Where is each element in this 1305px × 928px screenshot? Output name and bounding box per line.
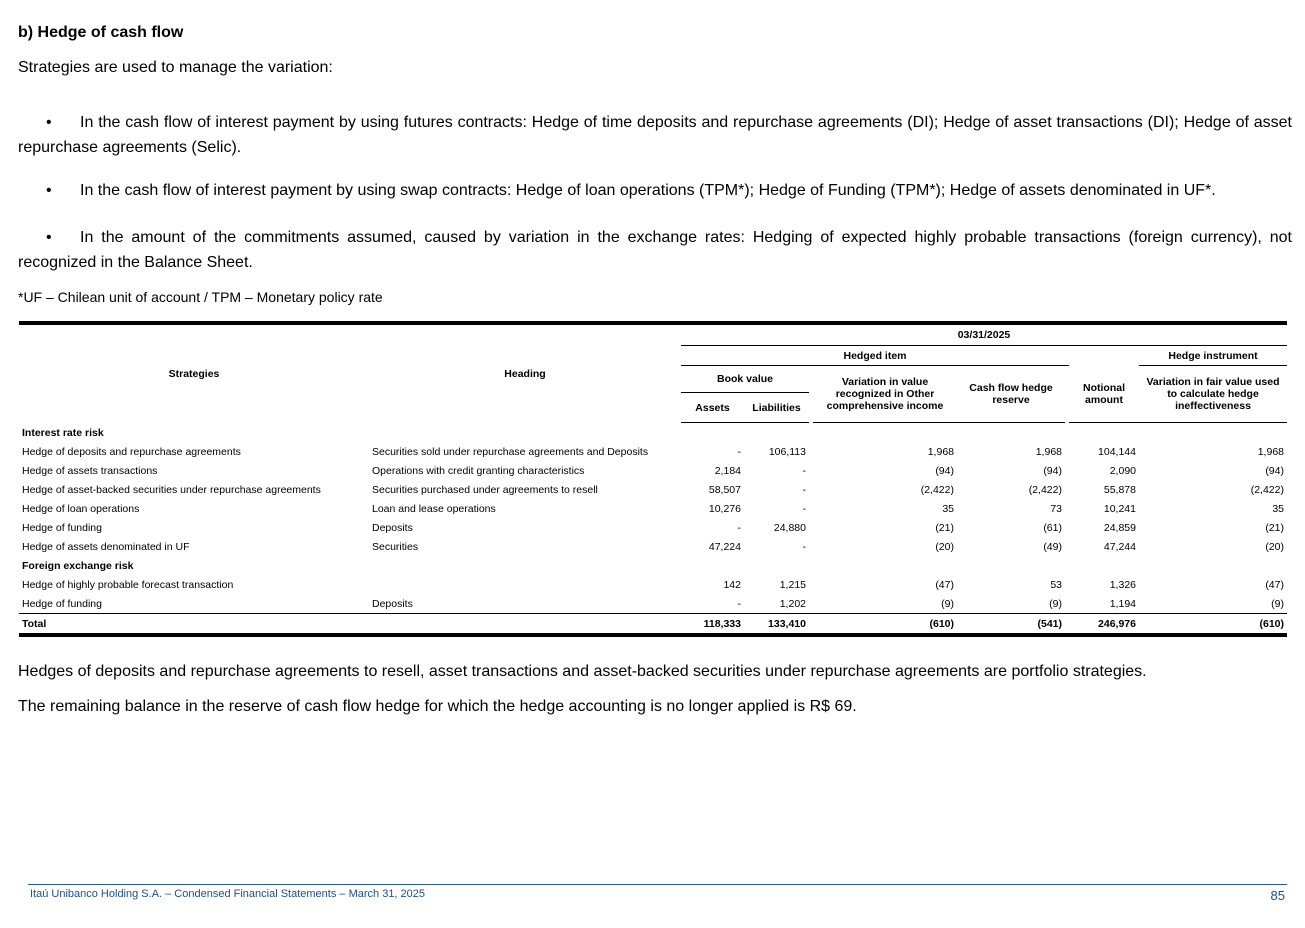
cell-notional: 2,090 [1109,464,1136,477]
total-assets: 118,333 [681,614,744,636]
col-notional: Notional amount [1069,366,1139,423]
cell-fair: (9) [1271,597,1284,610]
cell-reserve: (61) [1043,521,1062,534]
cell-liabilities: 1,215 [779,578,806,591]
cell-notional: 24,859 [1103,521,1136,534]
category-row [19,423,1287,443]
cell-notional: 55,878 [1103,483,1136,496]
cell-notional: 47,244 [1103,540,1136,553]
bullet-list [18,110,1292,275]
cell-notional: 1,194 [1109,597,1136,610]
category-foreign-exchange-risk: Foreign exchange risk [22,559,134,572]
col-liabilities: Liabilities [744,393,809,423]
table-date: 03/31/2025 [681,323,1287,346]
col-variation-fair-value: Variation in fair value used to calculate hedge ineffectiveness [1139,366,1287,423]
col-cash-flow-reserve: Cash flow hedge reserve [957,366,1065,423]
cell-liabilities: - [802,464,806,477]
portfolio-note: Hedges of deposits and repurchase agreements to resell, asset transactions and asset-backed securities under repurchase agreements are portfolio strategies. [18,663,1147,680]
cell-strategy: Hedge of highly probable forecast transaction [22,578,234,591]
cell-oci: 1,968 [927,445,954,458]
bullet-icon: • [46,182,52,199]
cell-liabilities: - [802,502,806,515]
cell-reserve: 73 [1050,502,1062,515]
col-heading: Heading [504,367,546,380]
cell-notional: 10,241 [1103,502,1136,515]
cell-liabilities: 1,202 [779,597,806,610]
table-row [19,461,1287,480]
table-row [19,594,1287,614]
page-number: 85 [1270,888,1285,903]
cell-notional: 1,326 [1109,578,1136,591]
cell-liabilities: - [802,483,806,496]
total-label: Total [19,614,369,636]
bullet-icon: • [46,229,52,246]
footer-divider [28,884,1287,885]
cell-strategy: Hedge of deposits and repurchase agreements [22,445,241,458]
cell-fair: 35 [1272,502,1284,515]
cell-strategy: Hedge of assets denominated in UF [22,540,190,553]
table-row [19,499,1287,518]
cell-oci: (47) [935,578,954,591]
cell-strategy: Hedge of funding [22,597,102,610]
cell-assets: - [737,445,741,458]
bullet-item [18,178,1292,203]
cell-reserve: 1,968 [1035,445,1062,458]
cell-heading: Securities sold under repurchase agreements and Deposits [372,445,649,458]
total-notional: 246,976 [1069,614,1139,636]
cell-fair: (47) [1265,578,1284,591]
cell-fair: (2,422) [1250,483,1284,496]
cell-liabilities: 24,880 [773,521,806,534]
cell-fair: 1,968 [1257,445,1284,458]
cell-reserve: (9) [1049,597,1062,610]
cell-oci: 35 [942,502,954,515]
col-variation-oci: Variation in value recognized in Other comprehensive income [813,366,957,423]
cell-fair: (21) [1265,521,1284,534]
cell-heading [369,575,681,594]
table-body [19,423,1287,636]
table-row [19,537,1287,556]
cell-heading: Operations with credit granting characteristics [372,464,585,477]
cell-notional: 104,144 [1098,445,1136,458]
section-title: b) Hedge of cash flow [18,24,184,41]
bullet-icon: • [46,114,52,131]
category-row [19,556,1287,575]
cell-reserve: (2,422) [1028,483,1062,496]
cell-oci: (21) [935,521,954,534]
bullet-item [18,110,1292,160]
cell-oci: (2,422) [920,483,954,496]
total-liabilities: 133,410 [744,614,809,636]
bullet-text: In the cash flow of interest payment by using swap contracts: Hedge of loan operations (TPM*); Hedge of Funding (TPM*); Hedge of assets denominated in UF*. [80,182,1216,199]
cell-fair: (94) [1265,464,1284,477]
group-hedged-item: Hedged item [681,346,1069,366]
table-row [19,442,1287,461]
cell-assets: 58,507 [708,483,741,496]
cell-strategy: Hedge of assets transactions [22,464,158,477]
total-oci: (610) [813,614,957,636]
cell-liabilities: 106,113 [768,445,806,458]
cell-assets: 47,224 [708,540,741,553]
bullet-text: In the cash flow of interest payment by using futures contracts: Hedge of time deposits and repurchase agreements (DI); Hedge of asset transactions (DI); Hedge of asset repurchase agreements (Selic). [18,114,1292,156]
col-assets: Assets [681,393,744,423]
cell-assets: 142 [723,578,741,591]
col-strategies: Strategies [168,367,220,380]
cell-assets: 10,276 [708,502,741,515]
cell-heading: Securities purchased under agreements to resell [372,483,598,496]
cell-oci: (20) [935,540,954,553]
hedge-table [19,321,1287,637]
col-book-value: Book value [681,366,809,393]
cell-reserve: 53 [1050,578,1062,591]
intro-text: Strategies are used to manage the variation: [18,59,333,76]
category-interest-rate-risk: Interest rate risk [22,426,104,439]
bullet-text: In the amount of the commitments assumed, caused by variation in the exchange rates: Hedging of expected highly probable transactions (foreign currency), not recognized in the Balance Sheet. [18,229,1292,271]
total-row [19,614,1287,636]
cell-strategy: Hedge of loan operations [22,502,140,515]
group-hedge-instrument: Hedge instrument [1139,346,1287,366]
cell-fair: (20) [1265,540,1284,553]
cell-strategy: Hedge of funding [22,521,102,534]
cell-liabilities: - [802,540,806,553]
cell-heading: Securities [372,540,419,553]
cell-assets: - [737,597,741,610]
table-row [19,480,1287,499]
table-row [19,575,1287,594]
cell-assets: 2,184 [714,464,741,477]
total-reserve: (541) [957,614,1065,636]
cell-strategy: Hedge of asset-backed securities under repurchase agreements [22,483,321,496]
cell-heading: Deposits [372,597,413,610]
bullet-item [18,225,1292,275]
footer-title: Itaú Unibanco Holding S.A. – Condensed Financial Statements – March 31, 2025 [30,888,426,900]
footnote: *UF – Chilean unit of account / TPM – Monetary policy rate [18,289,383,305]
reserve-note: The remaining balance in the reserve of cash flow hedge for which the hedge accounting is no longer applied is R$ 69. [18,698,857,715]
cell-oci: (9) [941,597,954,610]
cell-heading: Deposits [372,521,413,534]
cell-oci: (94) [935,464,954,477]
total-fair-value: (610) [1139,614,1287,636]
cell-heading: Loan and lease operations [372,502,496,515]
cell-reserve: (94) [1043,464,1062,477]
table-row [19,518,1287,537]
cell-reserve: (49) [1043,540,1062,553]
cell-assets: - [737,521,741,534]
